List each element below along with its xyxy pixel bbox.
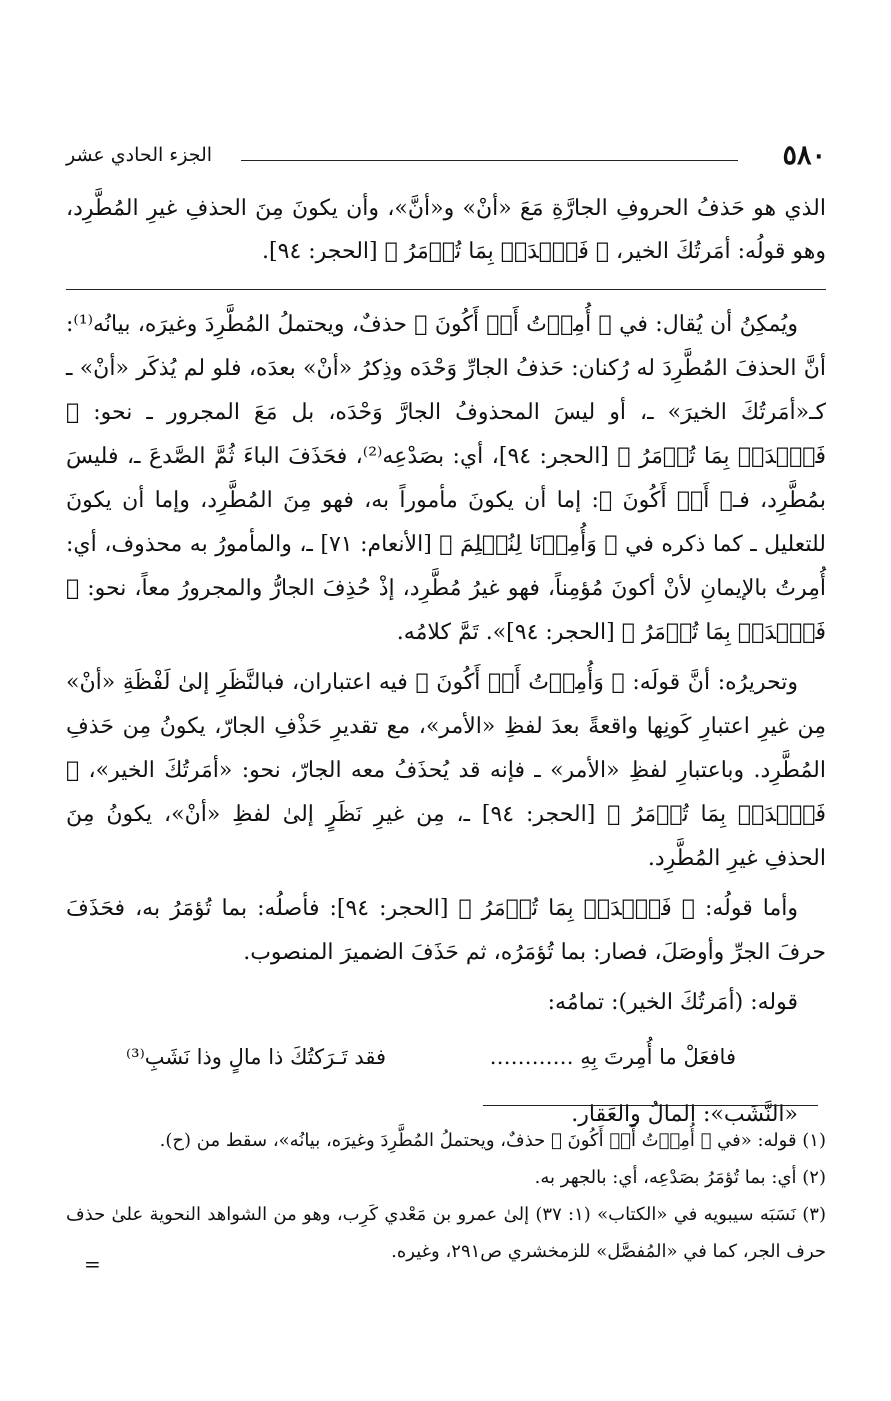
header-rule: [241, 160, 738, 161]
footnote-1: (١) قوله: «في ﴿ أُمِرۡتُ أَنۡ أَكُونَ ﴾ حذفٌ، ويحتملُ المُطَّرِدَ وغيرَه، بيانُه»، سقط من (ح).: [159, 1130, 826, 1151]
footnote-3: (٣) نَسَبَه سيبويه في «الكتاب» (١: ٣٧) إلىٰ عمرو بن مَعْدي كَرِب، وهو من الشواهد النحوية علىٰ حذف حرف الجر، كما في «المُفصَّل» للزمخشري ص٢٩١، وغيره.: [66, 1204, 826, 1262]
paragraph-1: ويُمكِنُ أن يُقال: في ﴿ أُمِرۡتُ أَنۡ أَكُونَ ﴾ حذفٌ، ويحتملُ المُطَّرِدَ وغيرَه، بيانُه⁽¹⁾: أنَّ الحذفَ المُطَّرِدَ له رُكنان: حَذفُ الجارِّ وَحْدَه وذِكرُ «أنْ» بعدَه، فلو لم يُذكَر «أنْ» ـ كـ«أمَرتُكَ الخيرَ» ـ، أو ليسَ المحذوفُ الجارَّ وَحْدَه، بل مَعَ المجرور ـ نحو: ﴿ فَٱصۡدَعۡ بِمَا تُؤۡمَرُ ﴾ [الحجر: ٩٤]، أي: بصَدْعِه⁽²⁾، فحَذَفَ الباءَ ثُمَّ الصَّدعَ ـ، فليسَ بمُطَّرِد، فـ﴿ أَنۡ أَكُونَ ﴾: إما أن يكونَ مأموراً به، فهو مِنَ المُطَّرِد، وإما أن يكونَ للتعليل ـ كما ذكره في ﴿ وَأُمِرۡنَا لِنُسۡلِمَ ﴾ [الأنعام: ٧١] ـ، والمأمورُ به محذوف، أي: أُمِرتُ بالإيمانِ لأنْ أكونَ مُؤمِناً، فهو غيرُ مُطَّرِد، إذْ حُذِفَ الجارُّ والمجرورُ معاً، نحو: ﴿ فَٱصۡدَعۡ بِمَا تُؤۡمَرُ ﴾ [الحجر: ٩٤]». تَمَّ كلامُه.: [66, 312, 826, 645]
part-title: الجزء الحادي عشر: [66, 144, 213, 166]
page-number: ٥٨٠: [782, 140, 826, 171]
paragraph-3: وأما قولُه: ﴿ فَٱصۡدَعۡ بِمَا تُؤۡمَرُ ﴾ [الحجر: ٩٤]: فأصلُه: بما تُؤمَرُ به، فحَذَفَ حرفَ الجرِّ وأوصَلَ، فصار: بما تُؤمَرُه، ثم حَذَفَ الضميرَ المنصوب.: [66, 896, 826, 965]
verse-hemistich-second: فقد تَـرَكتُكَ ذا مالٍ وذا نَشَبِ⁽³⁾: [126, 1045, 387, 1069]
poetry-verse: [66, 1031, 826, 1087]
verse-hemistich-first: فافعَلْ ما أُمِرتَ بِهِ …………: [489, 1045, 736, 1069]
paragraph-5: «النَّشَب»: المالُ والعَقار.: [571, 1102, 798, 1127]
paragraph-4: قوله: (أمَرتُكَ الخير): تمامُه:: [547, 990, 798, 1015]
footnote-rule: [483, 1105, 818, 1106]
page-header: [66, 140, 826, 180]
section-divider: [66, 289, 826, 290]
paragraph-2: وتحريرُه: أنَّ قولَه: ﴿ وَأُمِرۡتُ أَنۡ أَكُونَ ﴾ فيه اعتباران، فبالنَّظَرِ إلىٰ لَفْظَةِ «أنْ» مِن غيرِ اعتبارِ كَونِها واقعةً بعدَ لفظِ «الأمر»، مع تقديرِ حَذْفِ الجارّ، يكونُ مِن حَذفِ المُطَّرِد. وباعتبارِ لفظِ «الأمر» ـ فإنه قد يُحذَفُ معه الجارّ، نحو: «أمَرتُكَ الخير»، ﴿ فَٱصۡدَعۡ بِمَا تُؤۡمَرُ ﴾ [الحجر: ٩٤] ـ، مِن غيرِ نَظَرٍ إلىٰ لفظِ «أنْ»، يكونُ مِنَ الحذفِ غيرِ المُطَّرِد.: [66, 670, 827, 871]
continuation-mark: =: [84, 1252, 101, 1276]
commentary-body: [66, 303, 826, 1143]
top-text-block: الذي هو حَذفُ الحروفِ الجارَّةِ مَعَ «أنْ» و«أنَّ»، وأن يكونَ مِنَ الحذفِ غيرِ المُطَّرِد، وهو قولُه: أمَرتُكَ الخير، ﴿ فَٱصۡدَعۡ بِمَا تُؤۡمَرُ ﴾ [الحجر: ٩٤].: [66, 196, 826, 264]
footnote-2: (٢) أي: بما تُؤمَرُ بصَدْعِه، أي: بالجهر به.: [534, 1167, 826, 1188]
footnotes: [66, 1122, 826, 1270]
